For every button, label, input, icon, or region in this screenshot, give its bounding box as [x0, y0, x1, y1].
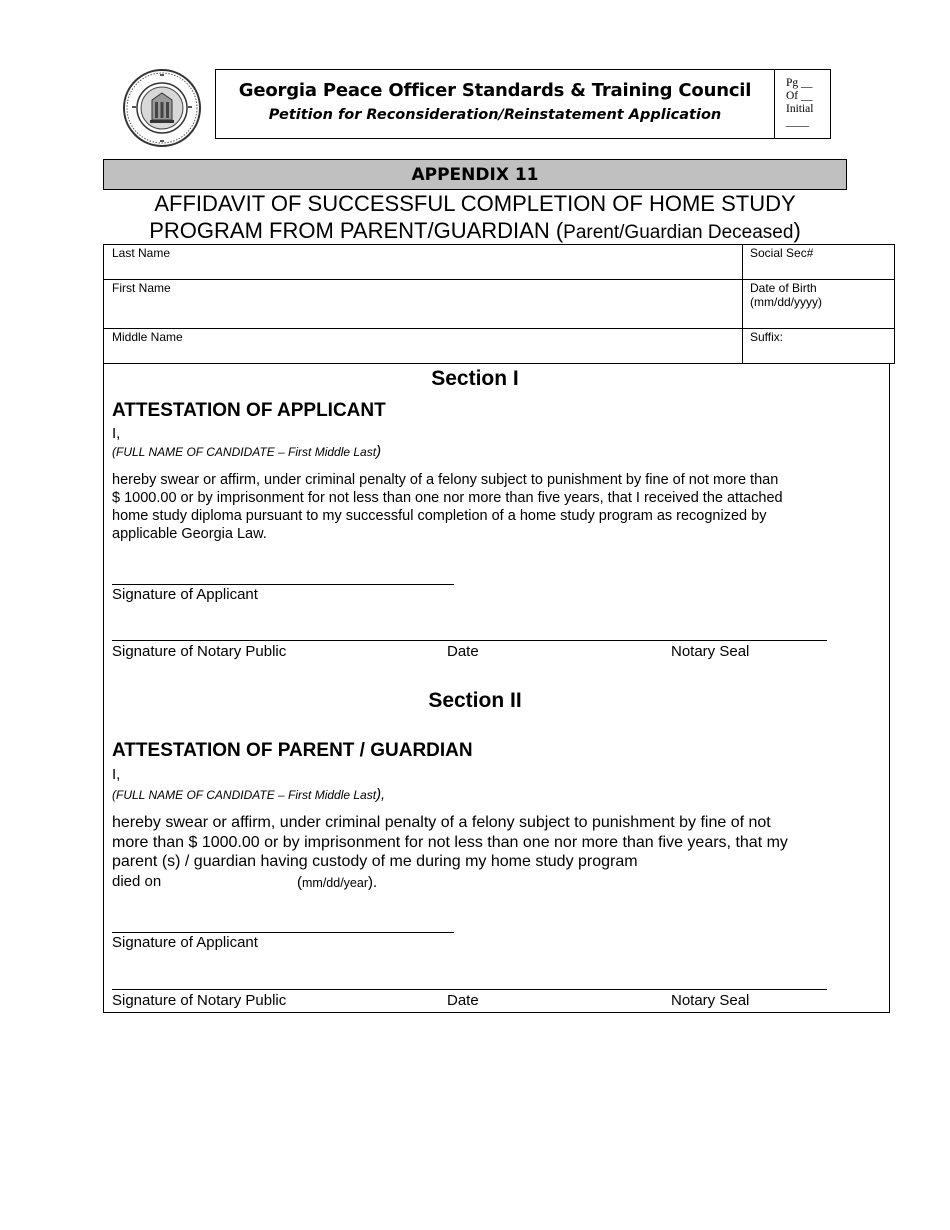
death-date-format	[297, 874, 377, 892]
died-on-label: died on	[112, 873, 162, 890]
attestation-parent-heading: ATTESTATION OF PARENT / GUARDIAN	[112, 740, 473, 761]
initial-blank: ____	[786, 116, 809, 128]
header-box	[215, 69, 775, 139]
section-2-heading: Section II	[428, 689, 522, 712]
notary-seal-label: Notary Seal	[671, 643, 750, 660]
parent-affirmation-text	[112, 813, 847, 872]
full-name-note	[112, 786, 385, 804]
attestation-applicant-heading: ATTESTATION OF APPLICANT	[112, 400, 386, 421]
title-line-2-main: PROGRAM FROM PARENT/GUARDIAN (	[149, 218, 564, 243]
full-name-note	[112, 443, 381, 461]
title-line-2-small: Parent/Guardian Deceased	[563, 222, 794, 243]
appendix-heading: APPENDIX 11	[103, 159, 847, 190]
initial-label: Initial	[786, 103, 814, 115]
full-name-note-close: ),	[376, 786, 386, 803]
page-number-label: Pg __	[786, 77, 813, 89]
title-line-2-end: )	[793, 218, 801, 243]
signature-applicant-label: Signature of Applicant	[112, 586, 258, 603]
dob-format-label: (mm/dd/yyyy)	[750, 295, 822, 309]
title-line-2	[103, 218, 847, 246]
notary-signature-line[interactable]	[112, 640, 827, 641]
affirmation-line: hereby swear or affirm, under criminal penalty of a felony subject to punishment by fine of not	[112, 814, 771, 831]
applicant-signature-line[interactable]	[112, 932, 454, 933]
title-line-1: AFFIDAVIT OF SUCCESSFUL COMPLETION OF HOME STUDY	[154, 191, 796, 216]
page-initial-box	[774, 69, 831, 139]
affirmation-line: parent (s) / guardian having custody of me during my home study program	[112, 853, 638, 870]
signature-notary-label: Signature of Notary Public	[112, 643, 287, 660]
header-subtitle: Petition for Reconsideration/Reinstatement Application	[268, 107, 722, 123]
first-name-field[interactable]: First Name	[112, 281, 171, 295]
date-format-text: mm/dd/year	[302, 876, 368, 890]
header-title: Georgia Peace Officer Standards & Training Council	[238, 80, 752, 101]
signature-applicant-label: Signature of Applicant	[112, 934, 258, 951]
affirmation-line: hereby swear or affirm, under criminal penalty of a felony subject to punishment by fine of not more than	[112, 472, 779, 488]
full-name-note-text: (FULL NAME OF CANDIDATE – First Middle Last	[112, 788, 377, 802]
dob-field-label[interactable]: Date of Birth	[750, 281, 817, 295]
notary-seal-label: Notary Seal	[671, 992, 750, 1009]
applicant-affirmation-text	[112, 471, 842, 543]
section-1-heading: Section I	[431, 367, 519, 390]
page-of-label: Of __	[786, 90, 813, 102]
full-name-note-text: (FULL NAME OF CANDIDATE – First Middle Last	[112, 445, 377, 459]
date-format-open: (	[297, 874, 302, 891]
applicant-info-grid	[103, 244, 895, 364]
date-label: Date	[447, 992, 479, 1009]
affirmation-line: applicable Georgia Law.	[112, 526, 267, 542]
affirmation-line: home study diploma pursuant to my successful completion of a home study program as recognized by	[112, 508, 767, 524]
i-label: I,	[112, 766, 121, 783]
middle-name-field[interactable]: Middle Name	[112, 330, 183, 344]
social-sec-field[interactable]: Social Sec#	[750, 246, 814, 260]
date-label: Date	[447, 643, 479, 660]
date-format-close: ).	[368, 874, 378, 891]
affirmation-line: more than $ 1000.00 or by imprisonment for not less than one nor more than five years, that my	[112, 833, 788, 851]
full-name-note-close: )	[376, 443, 382, 460]
georgia-post-seal-icon	[122, 68, 202, 148]
applicant-signature-line[interactable]	[112, 584, 454, 585]
i-label: I,	[112, 425, 121, 442]
notary-signature-line[interactable]	[112, 989, 827, 990]
last-name-field[interactable]: Last Name	[112, 246, 171, 260]
suffix-field[interactable]: Suffix:	[750, 330, 784, 344]
signature-notary-label: Signature of Notary Public	[112, 992, 287, 1009]
affirmation-line: $ 1000.00 or by imprisonment for not less than one nor more than five years, that I received the attached	[112, 490, 783, 506]
